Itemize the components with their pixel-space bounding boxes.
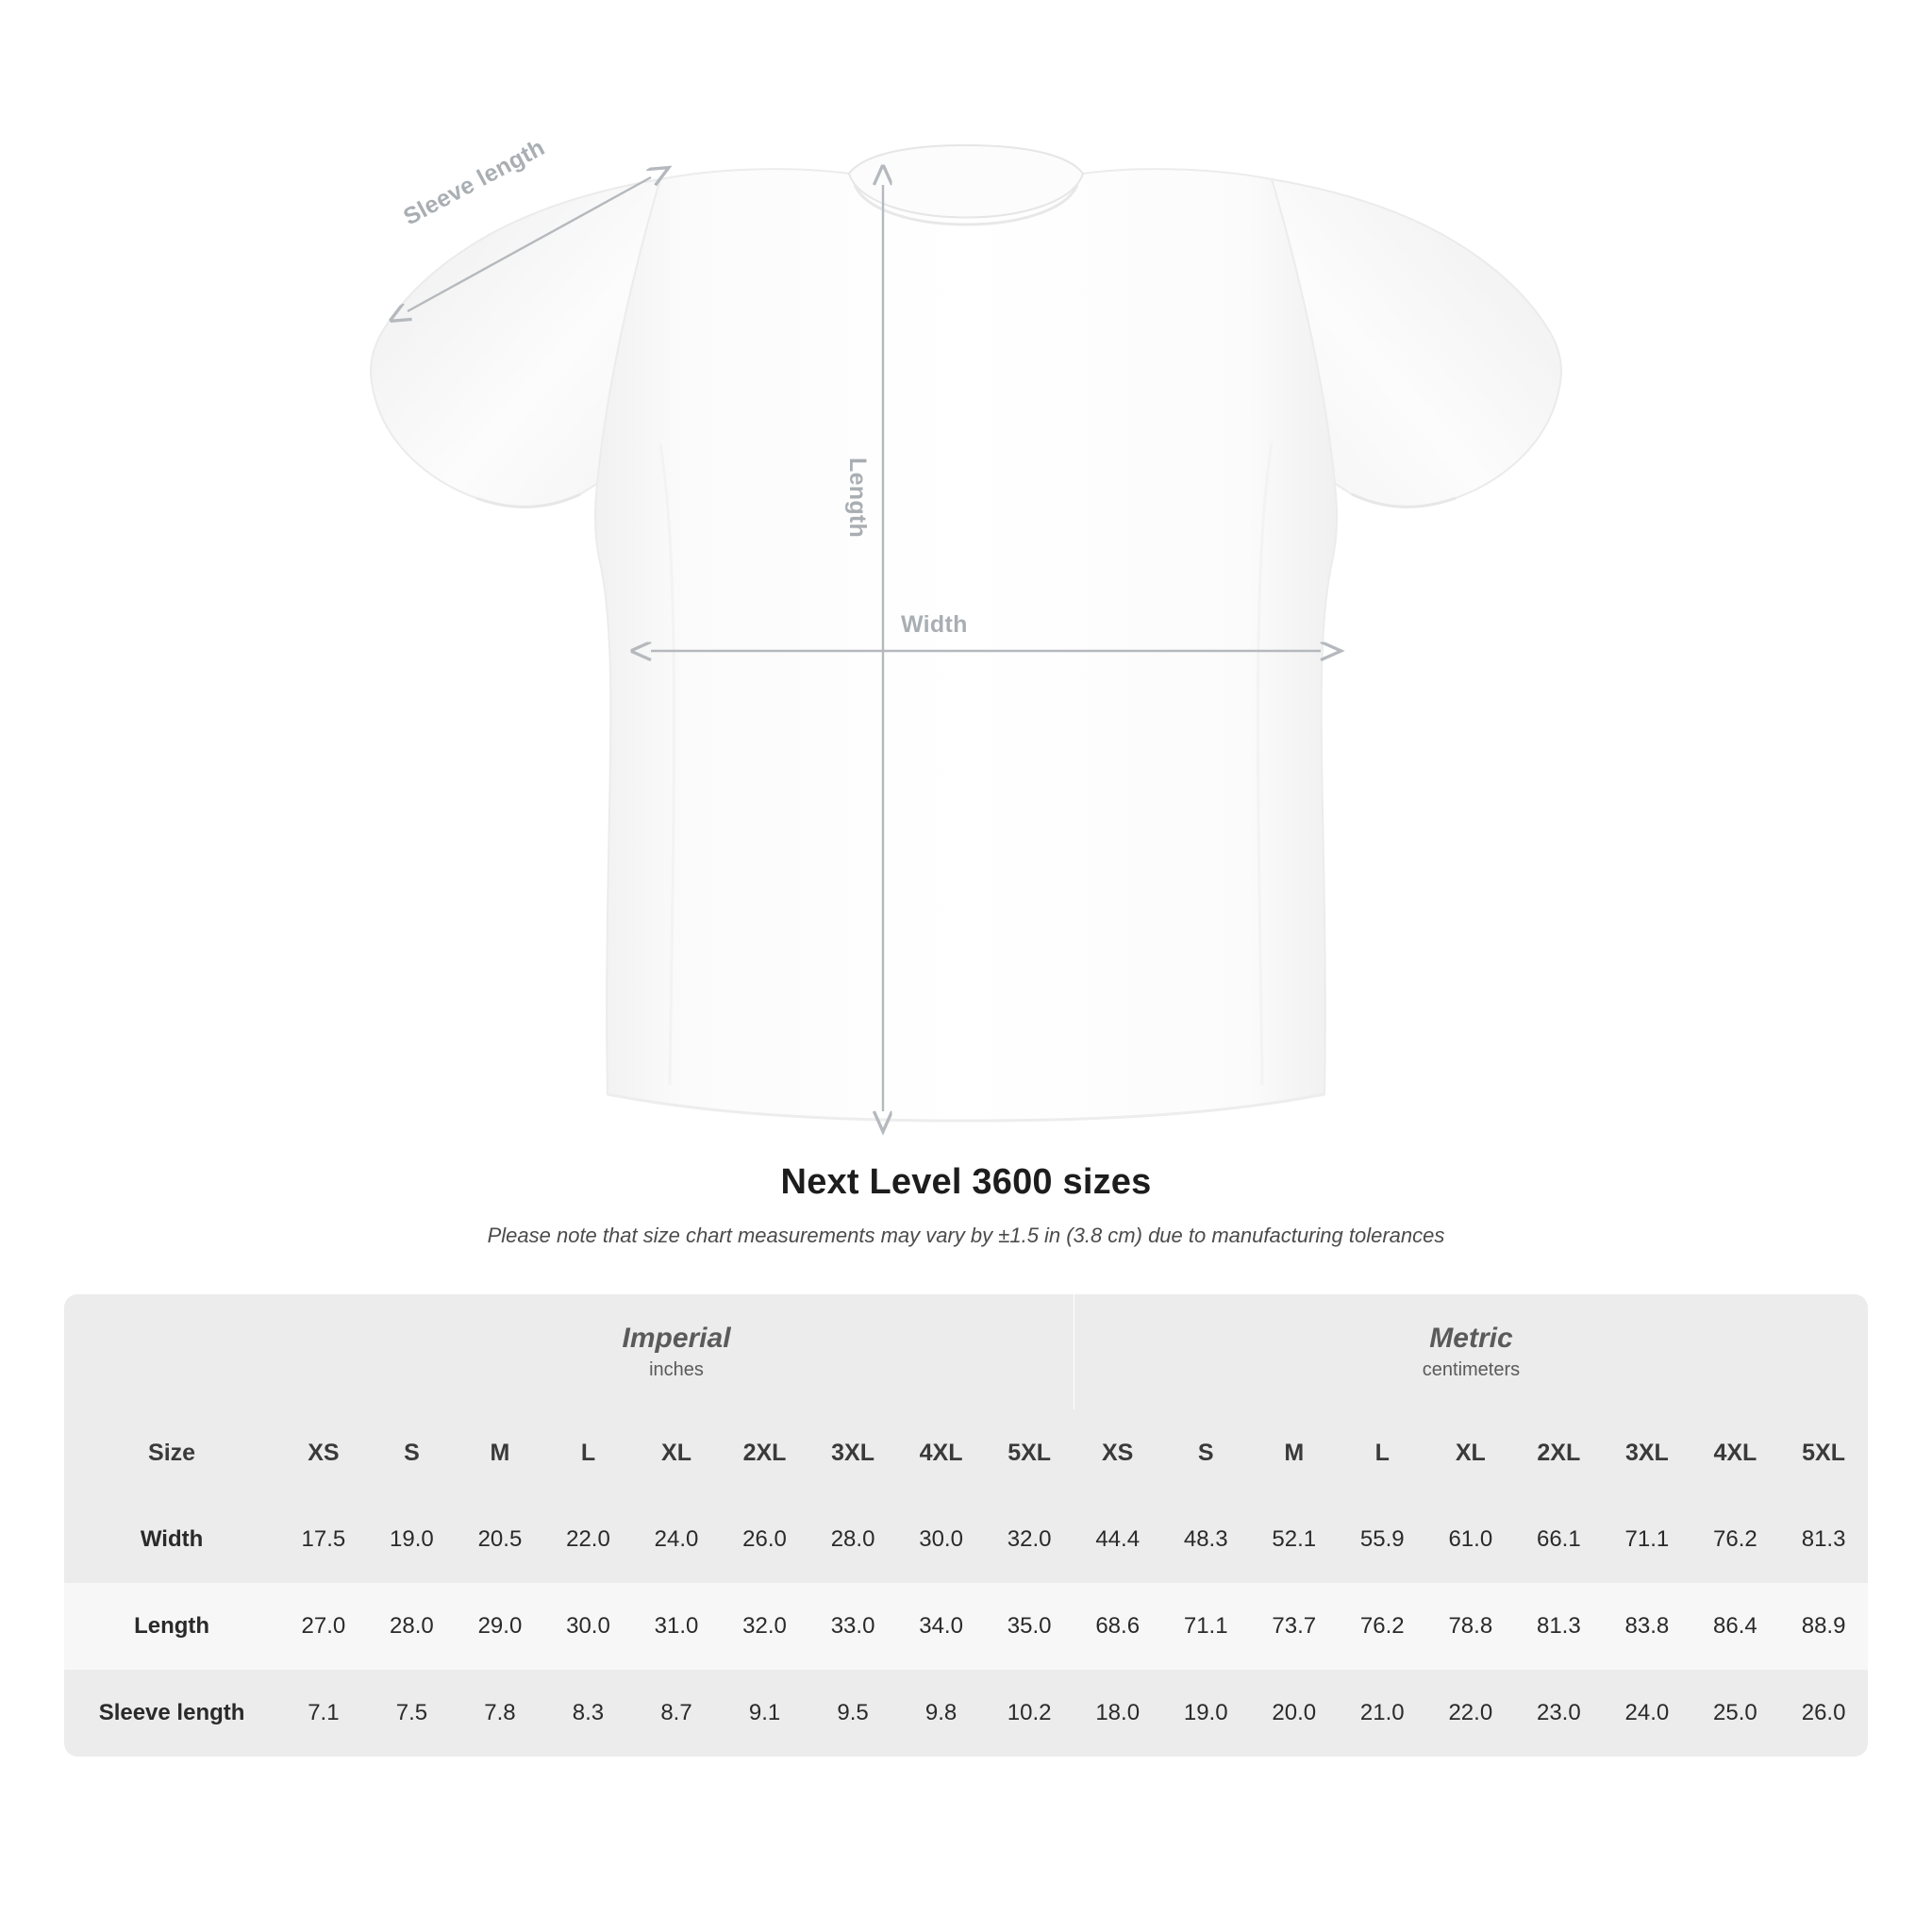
row-label-sleeve-length: Sleeve length [64, 1670, 279, 1757]
cell-width-metric-3xl: 71.1 [1603, 1496, 1691, 1583]
cell-sleeve-metric-m: 20.0 [1250, 1670, 1339, 1757]
unit-header-imperial [279, 1294, 1074, 1409]
col-head-metric-xl: XL [1426, 1409, 1515, 1496]
col-head-imperial-l: L [544, 1409, 633, 1496]
cell-length-metric-m: 73.7 [1250, 1583, 1339, 1670]
col-head-imperial-2xl: 2XL [721, 1409, 809, 1496]
table-unit-header-row [64, 1294, 1868, 1409]
cell-sleeve-metric-l: 21.0 [1339, 1670, 1427, 1757]
cell-sleeve-imperial-3xl: 9.5 [808, 1670, 897, 1757]
col-head-imperial-s: S [368, 1409, 457, 1496]
cell-sleeve-metric-2xl: 23.0 [1515, 1670, 1604, 1757]
unit-header-imperial-sub: inches [649, 1359, 704, 1380]
cell-sleeve-metric-s: 19.0 [1161, 1670, 1250, 1757]
cell-length-imperial-s: 28.0 [368, 1583, 457, 1670]
cell-width-metric-xl: 61.0 [1426, 1496, 1515, 1583]
cell-width-metric-4xl: 76.2 [1691, 1496, 1780, 1583]
table-row [64, 1583, 1868, 1670]
col-head-metric-5xl: 5XL [1779, 1409, 1868, 1496]
row-label-length: Length [64, 1583, 279, 1670]
col-head-metric-xs: XS [1074, 1409, 1162, 1496]
cell-sleeve-imperial-l: 8.3 [544, 1670, 633, 1757]
cell-length-imperial-l: 30.0 [544, 1583, 633, 1670]
cell-length-imperial-4xl: 34.0 [897, 1583, 986, 1670]
cell-sleeve-metric-4xl: 25.0 [1691, 1670, 1780, 1757]
page-title: Next Level 3600 sizes [780, 1162, 1152, 1202]
cell-length-imperial-2xl: 32.0 [721, 1583, 809, 1670]
cell-length-metric-2xl: 81.3 [1515, 1583, 1604, 1670]
cell-width-metric-xs: 44.4 [1074, 1496, 1162, 1583]
table-row [64, 1670, 1868, 1757]
unit-header-metric-name: Metric [1429, 1323, 1513, 1354]
col-head-imperial-m: M [456, 1409, 544, 1496]
col-head-imperial-4xl: 4XL [897, 1409, 986, 1496]
cell-length-imperial-5xl: 35.0 [985, 1583, 1074, 1670]
cell-sleeve-metric-xs: 18.0 [1074, 1670, 1162, 1757]
cell-length-imperial-xl: 31.0 [632, 1583, 721, 1670]
col-head-imperial-5xl: 5XL [985, 1409, 1074, 1496]
cell-sleeve-metric-xl: 22.0 [1426, 1670, 1515, 1757]
col-head-metric-4xl: 4XL [1691, 1409, 1780, 1496]
cell-sleeve-imperial-5xl: 10.2 [985, 1670, 1074, 1757]
unit-header-corner [64, 1294, 279, 1409]
col-head-metric-2xl: 2XL [1515, 1409, 1604, 1496]
table-size-header-row [64, 1409, 1868, 1496]
size-table [64, 1294, 1868, 1757]
cell-length-metric-xl: 78.8 [1426, 1583, 1515, 1670]
title-block [0, 1162, 1932, 1248]
cell-width-imperial-l: 22.0 [544, 1496, 633, 1583]
cell-length-metric-3xl: 83.8 [1603, 1583, 1691, 1670]
col-head-metric-s: S [1161, 1409, 1250, 1496]
cell-width-imperial-xl: 24.0 [632, 1496, 721, 1583]
col-head-imperial-xl: XL [632, 1409, 721, 1496]
col-head-imperial-xs: XS [279, 1409, 368, 1496]
cell-width-metric-s: 48.3 [1161, 1496, 1250, 1583]
cell-length-metric-l: 76.2 [1339, 1583, 1427, 1670]
cell-sleeve-imperial-4xl: 9.8 [897, 1670, 986, 1757]
cell-length-metric-4xl: 86.4 [1691, 1583, 1780, 1670]
cell-length-metric-s: 71.1 [1161, 1583, 1250, 1670]
col-head-imperial-3xl: 3XL [808, 1409, 897, 1496]
cell-sleeve-imperial-xl: 8.7 [632, 1670, 721, 1757]
cell-sleeve-imperial-xs: 7.1 [279, 1670, 368, 1757]
unit-header-imperial-name: Imperial [622, 1323, 731, 1354]
cell-length-imperial-3xl: 33.0 [808, 1583, 897, 1670]
table-corner-size-label: Size [64, 1409, 279, 1496]
cell-width-imperial-2xl: 26.0 [721, 1496, 809, 1583]
cell-length-imperial-m: 29.0 [456, 1583, 544, 1670]
cell-width-imperial-xs: 17.5 [279, 1496, 368, 1583]
col-head-metric-3xl: 3XL [1603, 1409, 1691, 1496]
cell-length-metric-xs: 68.6 [1074, 1583, 1162, 1670]
cell-width-metric-5xl: 81.3 [1779, 1496, 1868, 1583]
cell-width-imperial-3xl: 28.0 [808, 1496, 897, 1583]
cell-sleeve-metric-5xl: 26.0 [1779, 1670, 1868, 1757]
cell-width-metric-m: 52.1 [1250, 1496, 1339, 1583]
cell-width-metric-l: 55.9 [1339, 1496, 1427, 1583]
col-head-metric-m: M [1250, 1409, 1339, 1496]
cell-width-metric-2xl: 66.1 [1515, 1496, 1604, 1583]
cell-width-imperial-s: 19.0 [368, 1496, 457, 1583]
cell-sleeve-metric-3xl: 24.0 [1603, 1670, 1691, 1757]
cell-sleeve-imperial-s: 7.5 [368, 1670, 457, 1757]
unit-header-metric [1074, 1294, 1868, 1409]
table-row [64, 1496, 1868, 1583]
cell-width-imperial-4xl: 30.0 [897, 1496, 986, 1583]
cell-width-imperial-m: 20.5 [456, 1496, 544, 1583]
width-label: Width [901, 611, 968, 638]
col-head-metric-l: L [1339, 1409, 1427, 1496]
cell-sleeve-imperial-m: 7.8 [456, 1670, 544, 1757]
page-subtitle: Please note that size chart measurements may vary by ±1.5 in (3.8 cm) due to manufacturing tolerances [487, 1224, 1445, 1247]
size-table-wrapper [64, 1294, 1868, 1757]
cell-length-metric-5xl: 88.9 [1779, 1583, 1868, 1670]
row-label-width: Width [64, 1496, 279, 1583]
sleeve-length-label: Sleeve length [399, 134, 550, 231]
cell-sleeve-imperial-2xl: 9.1 [721, 1670, 809, 1757]
cell-width-imperial-5xl: 32.0 [985, 1496, 1074, 1583]
unit-header-metric-sub: centimeters [1422, 1359, 1521, 1380]
cell-length-imperial-xs: 27.0 [279, 1583, 368, 1670]
length-label: Length [844, 458, 871, 539]
